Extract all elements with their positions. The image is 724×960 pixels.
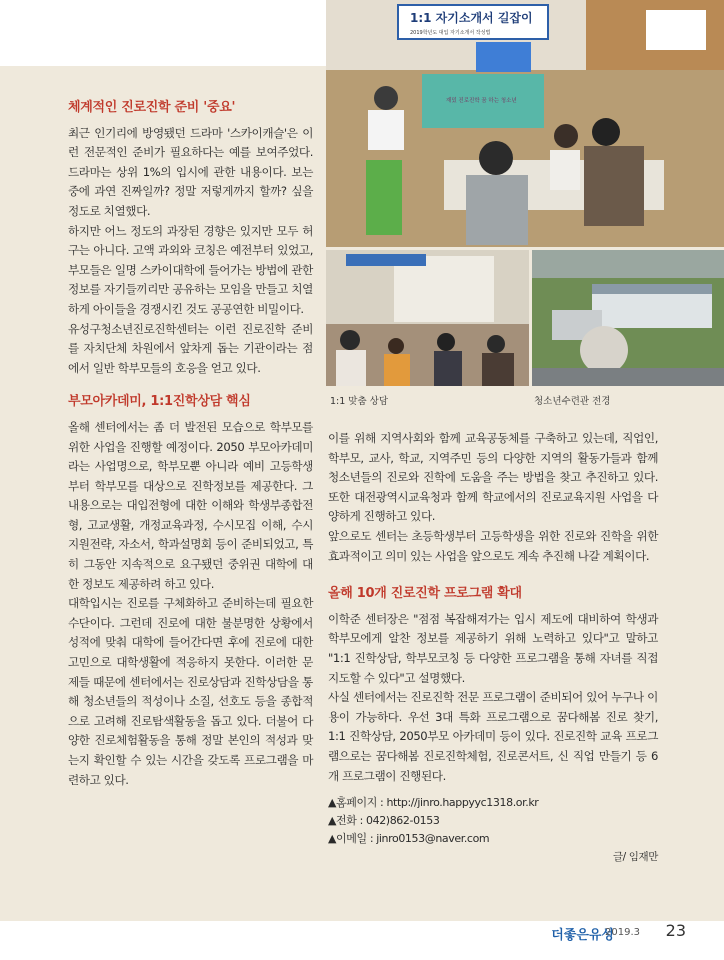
paragraph: 이학준 센터장은 "점점 복잡해져가는 입시 제도에 대비하여 학생과 학부모에게 알찬 정보를 제공하기 위해 노력하고 있다"고 말하고 "1:1 진학상담, 학부모코칭 등 다양한 프로그램을 통해 자녀를 직접 지도할 수 있다"고 설명했다. <box>328 611 658 685</box>
sign-text: 재밌 진로진학 꿈 하는 청소년 <box>446 98 517 104</box>
paragraph: 사실 센터에서는 진로진학 전문 프로그램이 준비되어 있어 누구나 이용이 가능하다. 우선 3대 특화 프로그램으로 꿈다해봄 진로 찾기, 1:1 진학상담, 2050부모 아카데미 등이 있다. 진로진학 교육 프로그램으로는 꿈다해봄 진로진학체험, 진로콘서트, 신 직업 만들기 등 6개 프로그램이 진행된다. <box>328 690 658 783</box>
section-title-preparation: 체계적인 진로진학 준비 '중요' <box>68 100 236 115</box>
paragraph: 올해 센터에서는 좀 더 발전된 모습으로 학부모를 위한 사업을 진행할 예정이다. 2050 부모아카데미라는 사업명으로, 학부모뿐 아니라 예비 고등학생부터 학부모를 대상으로 진학정보를 제공한다. 그 내용으로는 대입전형에 대한 이해와 학생부종합전형, 고교생활, 개정교육과정, 수시모집 이해, 수시지원전략, 자소서, 학과설명회 등이 준비되었고, 특히 그동안 지속적으로 요구됐던 중위권 대학에 대한 정보도 제공하려 하고 있다. <box>68 419 313 591</box>
page-number: 23 <box>665 921 686 940</box>
magazine-logo: 더좋은유성 <box>551 928 614 943</box>
paragraph: 유성구청소년진로진학센터는 이런 진로진학 준비를 자치단체 차원에서 앞차게 돕는 기관이라는 점에서 일반 학부모들의 호응을 얻고 있다. <box>68 321 313 375</box>
paragraph: 하지만 어느 정도의 과장된 경향은 있지만 모두 허구는 아니다. 고액 과외와 코칭은 예전부터 있었고, 부모들은 일명 스카이대학에 들어가는 방법에 관한 정보를 자기들끼리만 공유하는 모임을 만들고 치열하게 아이들을 경쟁시킨 것도 공공연한 비밀이다. <box>68 223 313 316</box>
contact-email[interactable]: ▲이메일 : jinro0153@naver.com <box>328 832 490 846</box>
byline: 글/ 임재만 <box>612 851 658 864</box>
caption-youth-center: 청소년수련관 전경 <box>534 396 611 407</box>
footer <box>0 921 724 960</box>
paragraph: 이를 위해 지역사회와 함께 교육공동체를 구축하고 있는데, 직업인, 학부모, 교사, 학교, 지역주민 등의 다양한 지역의 활동가들과 함께 청소년들의 진로와 진학에 도움을 주는 방법을 찾고 추진하고 있다. 또한 대전광역시교육청과 함께 학교에서의 진로교육지원 사업을 다양하게 진행하고 있다. <box>328 431 658 524</box>
left-column <box>68 98 313 790</box>
top-blank <box>0 0 326 66</box>
contact-homepage[interactable]: ▲홈페이지 : http://jinro.happyyc1318.or.kr <box>328 796 539 810</box>
issue-date: 2019.3 <box>605 927 640 938</box>
caption-counseling: 1:1 맞춤 상담 <box>330 396 389 407</box>
right-column <box>328 429 658 868</box>
paragraph: 앞으로도 센터는 초등학생부터 고등학생을 위한 진로와 진학을 위한 효과적이고 의미 있는 사업을 앞으로도 계속 추진해 나갈 계획이다. <box>328 528 658 563</box>
contact-phone: ▲전화 : 042)862-0153 <box>328 814 440 828</box>
banner-title: 1:1 자기소개서 길잡이 <box>410 11 533 25</box>
paragraph: 최근 인기리에 방영됐던 드라마 '스카이캐슬'은 이런 전문적인 준비가 필요하다는 예를 보여주었다. 드라마는 상위 1%의 입시에 관한 내용이다. 보는 중에 과연 진짜일까? 정말 저렇게까지 할까? 싶을 정도로 치열했다. <box>68 125 313 218</box>
section-title-programs: 올해 10개 진로진학 프로그램 확대 <box>328 586 522 602</box>
photo-seminar <box>326 250 529 386</box>
banner-subtitle: 2019학년도 대입 자기소개서 작성법 <box>410 30 491 36</box>
section-title-academy: 부모아카데미, 1:1진학상담 핵심 <box>68 394 251 410</box>
paragraph: 대학입시는 진로를 구체화하고 준비하는데 필요한 수단이다. 그런데 진로에 대한 불분명한 상황에서 성적에 맞춰 대학에 들어간다면 후에 진로에 대한 고민으로 대학생활에 적응하지 못한다. 이러한 문제들 때문에 센터에서는 진로상담과 진학상담을 통해 청소년들의 적성이나 소질, 선호도 등을 종합적으로 고려해 진로탐색활동을 돕고 있다. 더불어 다양한 진로체험활동을 통해 정말 본인의 적성과 맞는지 확인할 수 있는 시간을 갖도록 프로그램을 마련하고 있다. <box>68 596 313 787</box>
contact-block <box>328 794 658 848</box>
photo-youth-center <box>532 250 724 386</box>
main-photo-counseling <box>326 0 724 247</box>
